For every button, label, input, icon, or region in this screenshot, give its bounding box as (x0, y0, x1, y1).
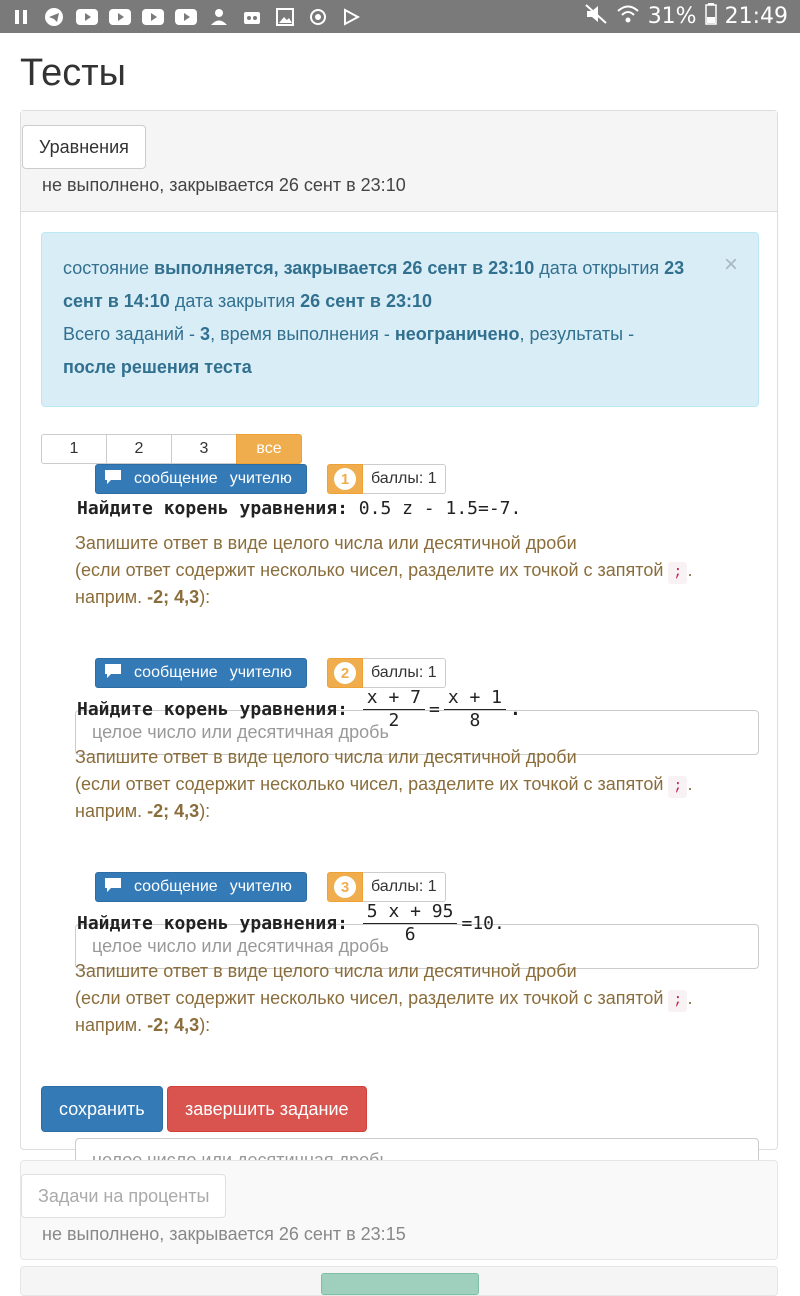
score-label: баллы: 1 (363, 658, 446, 688)
notification-icons (0, 7, 362, 27)
battery-icon (705, 3, 717, 31)
total-tasks-value: 3 (200, 324, 211, 344)
mute-icon (584, 3, 608, 31)
score-badge (327, 658, 446, 688)
pause-icon (10, 7, 32, 27)
vpn-icon (307, 7, 329, 27)
pager-2[interactable]: 2 (106, 434, 172, 464)
message-label: сообщение (134, 664, 218, 681)
test-panel-equations (20, 110, 778, 1150)
question-text (77, 496, 521, 520)
score-badge (327, 872, 446, 902)
youtube-icon (175, 7, 197, 27)
question-prefix: Найдите корень уравнения: (77, 912, 348, 934)
question-text: Найдите корень уравнения: $\frac{5 x + 95}{6}$ =10. (77, 900, 505, 945)
image-icon (274, 7, 296, 27)
close-icon[interactable]: × (723, 251, 738, 278)
fraction: $\frac{x + 7}{2}$ (363, 687, 425, 732)
wifi-icon (616, 3, 640, 31)
answer-instructions: Запишите ответ в виде целого числа или десятичной дроби (если ответ содержит несколько чисел, разделите их точкой с запятой ; . наприм. -2; 4,3): (75, 533, 693, 607)
time-label: , время выполнения - (210, 324, 390, 344)
robot-icon (241, 7, 263, 27)
question-text: Найдите корень уравнения: $\frac{x + 7}{2}$ = $\frac{x + 1}{8}$ . (77, 686, 521, 731)
next-test-button[interactable] (321, 1273, 479, 1295)
close-date-value: 26 сент в 23:10 (300, 291, 433, 311)
answer-instructions: Запишите ответ в виде целого числа или десятичной дроби (если ответ содержит несколько чисел, разделите их точкой с запятой ; . наприм. -2; 4,3): (75, 961, 693, 1035)
message-teacher-button[interactable] (95, 872, 307, 902)
battery-level: 31% (647, 4, 697, 29)
youtube-icon (142, 7, 164, 27)
message-recipient: учителю (229, 664, 292, 681)
message-label: сообщение (134, 470, 218, 487)
message-recipient: учителю (229, 470, 292, 487)
test-title-button[interactable]: Задачи на проценты (21, 1174, 226, 1218)
open-date-value: 23 сент в 14:10 (63, 258, 685, 311)
score-badge (327, 464, 446, 494)
comment-icon (104, 469, 122, 490)
test-panel-next (20, 1266, 778, 1296)
youtube-icon (76, 7, 98, 27)
open-date-label: дата открытия (539, 258, 660, 278)
test-status-text: не выполнено, закрывается 26 сент в 23:10 (42, 175, 406, 195)
state-value: выполняется, закрывается 26 сент в 23:10 (154, 258, 535, 278)
message-recipient: учителю (229, 878, 292, 895)
comment-icon (104, 877, 122, 898)
results-label: , результаты - (519, 324, 635, 344)
page-title: Тесты (20, 52, 126, 94)
score-label: баллы: 1 (363, 872, 446, 902)
telegram-icon (43, 7, 65, 27)
pager-all[interactable]: все (236, 434, 302, 464)
answer-instructions: Запишите ответ в виде целого числа или десятичной дроби (если ответ содержит несколько чисел, разделите их точкой с запятой ; . наприм. -2; 4,3): (75, 747, 693, 821)
test-panel-percent-tasks (20, 1160, 778, 1260)
comment-icon (104, 663, 122, 684)
total-tasks-label: Всего заданий - (63, 324, 196, 344)
state-label: состояние (63, 258, 150, 278)
question-number: 1 (327, 464, 363, 494)
equation: 0.5 z - 1.5=-7. (358, 497, 522, 519)
finish-task-button[interactable]: завершить задание (167, 1086, 367, 1132)
pager-1[interactable]: 1 (41, 434, 107, 464)
play-store-icon (340, 7, 362, 27)
close-date-label: дата закрытия (174, 291, 296, 311)
time-value: неограничено (394, 324, 520, 344)
message-teacher-button[interactable] (95, 658, 307, 688)
question-number: 3 (327, 872, 363, 902)
question-prefix: Найдите корень уравнения: (77, 497, 348, 519)
status-bar (0, 0, 800, 33)
fraction: $\frac{5 x + 95}{6}$ (363, 901, 458, 946)
test-panel-header (21, 111, 777, 212)
youtube-icon (109, 7, 131, 27)
test-info-alert (41, 232, 759, 407)
question-pager (41, 434, 302, 464)
message-teacher-button[interactable] (95, 464, 307, 494)
message-label: сообщение (134, 878, 218, 895)
question-prefix: Найдите корень уравнения: (77, 698, 348, 720)
test-status-text: не выполнено, закрывается 26 сент в 23:15 (42, 1224, 406, 1244)
system-status (584, 3, 800, 31)
test-title-button[interactable]: Уравнения (22, 125, 146, 169)
question-number: 2 (327, 658, 363, 688)
fraction: $\frac{x + 1}{8}$ (444, 687, 506, 732)
pager-3[interactable]: 3 (171, 434, 237, 464)
results-value: после решения теста (63, 357, 252, 377)
person-icon (208, 7, 230, 27)
clock: 21:49 (724, 4, 788, 29)
save-button[interactable]: сохранить (41, 1086, 163, 1132)
score-label: баллы: 1 (363, 464, 446, 494)
